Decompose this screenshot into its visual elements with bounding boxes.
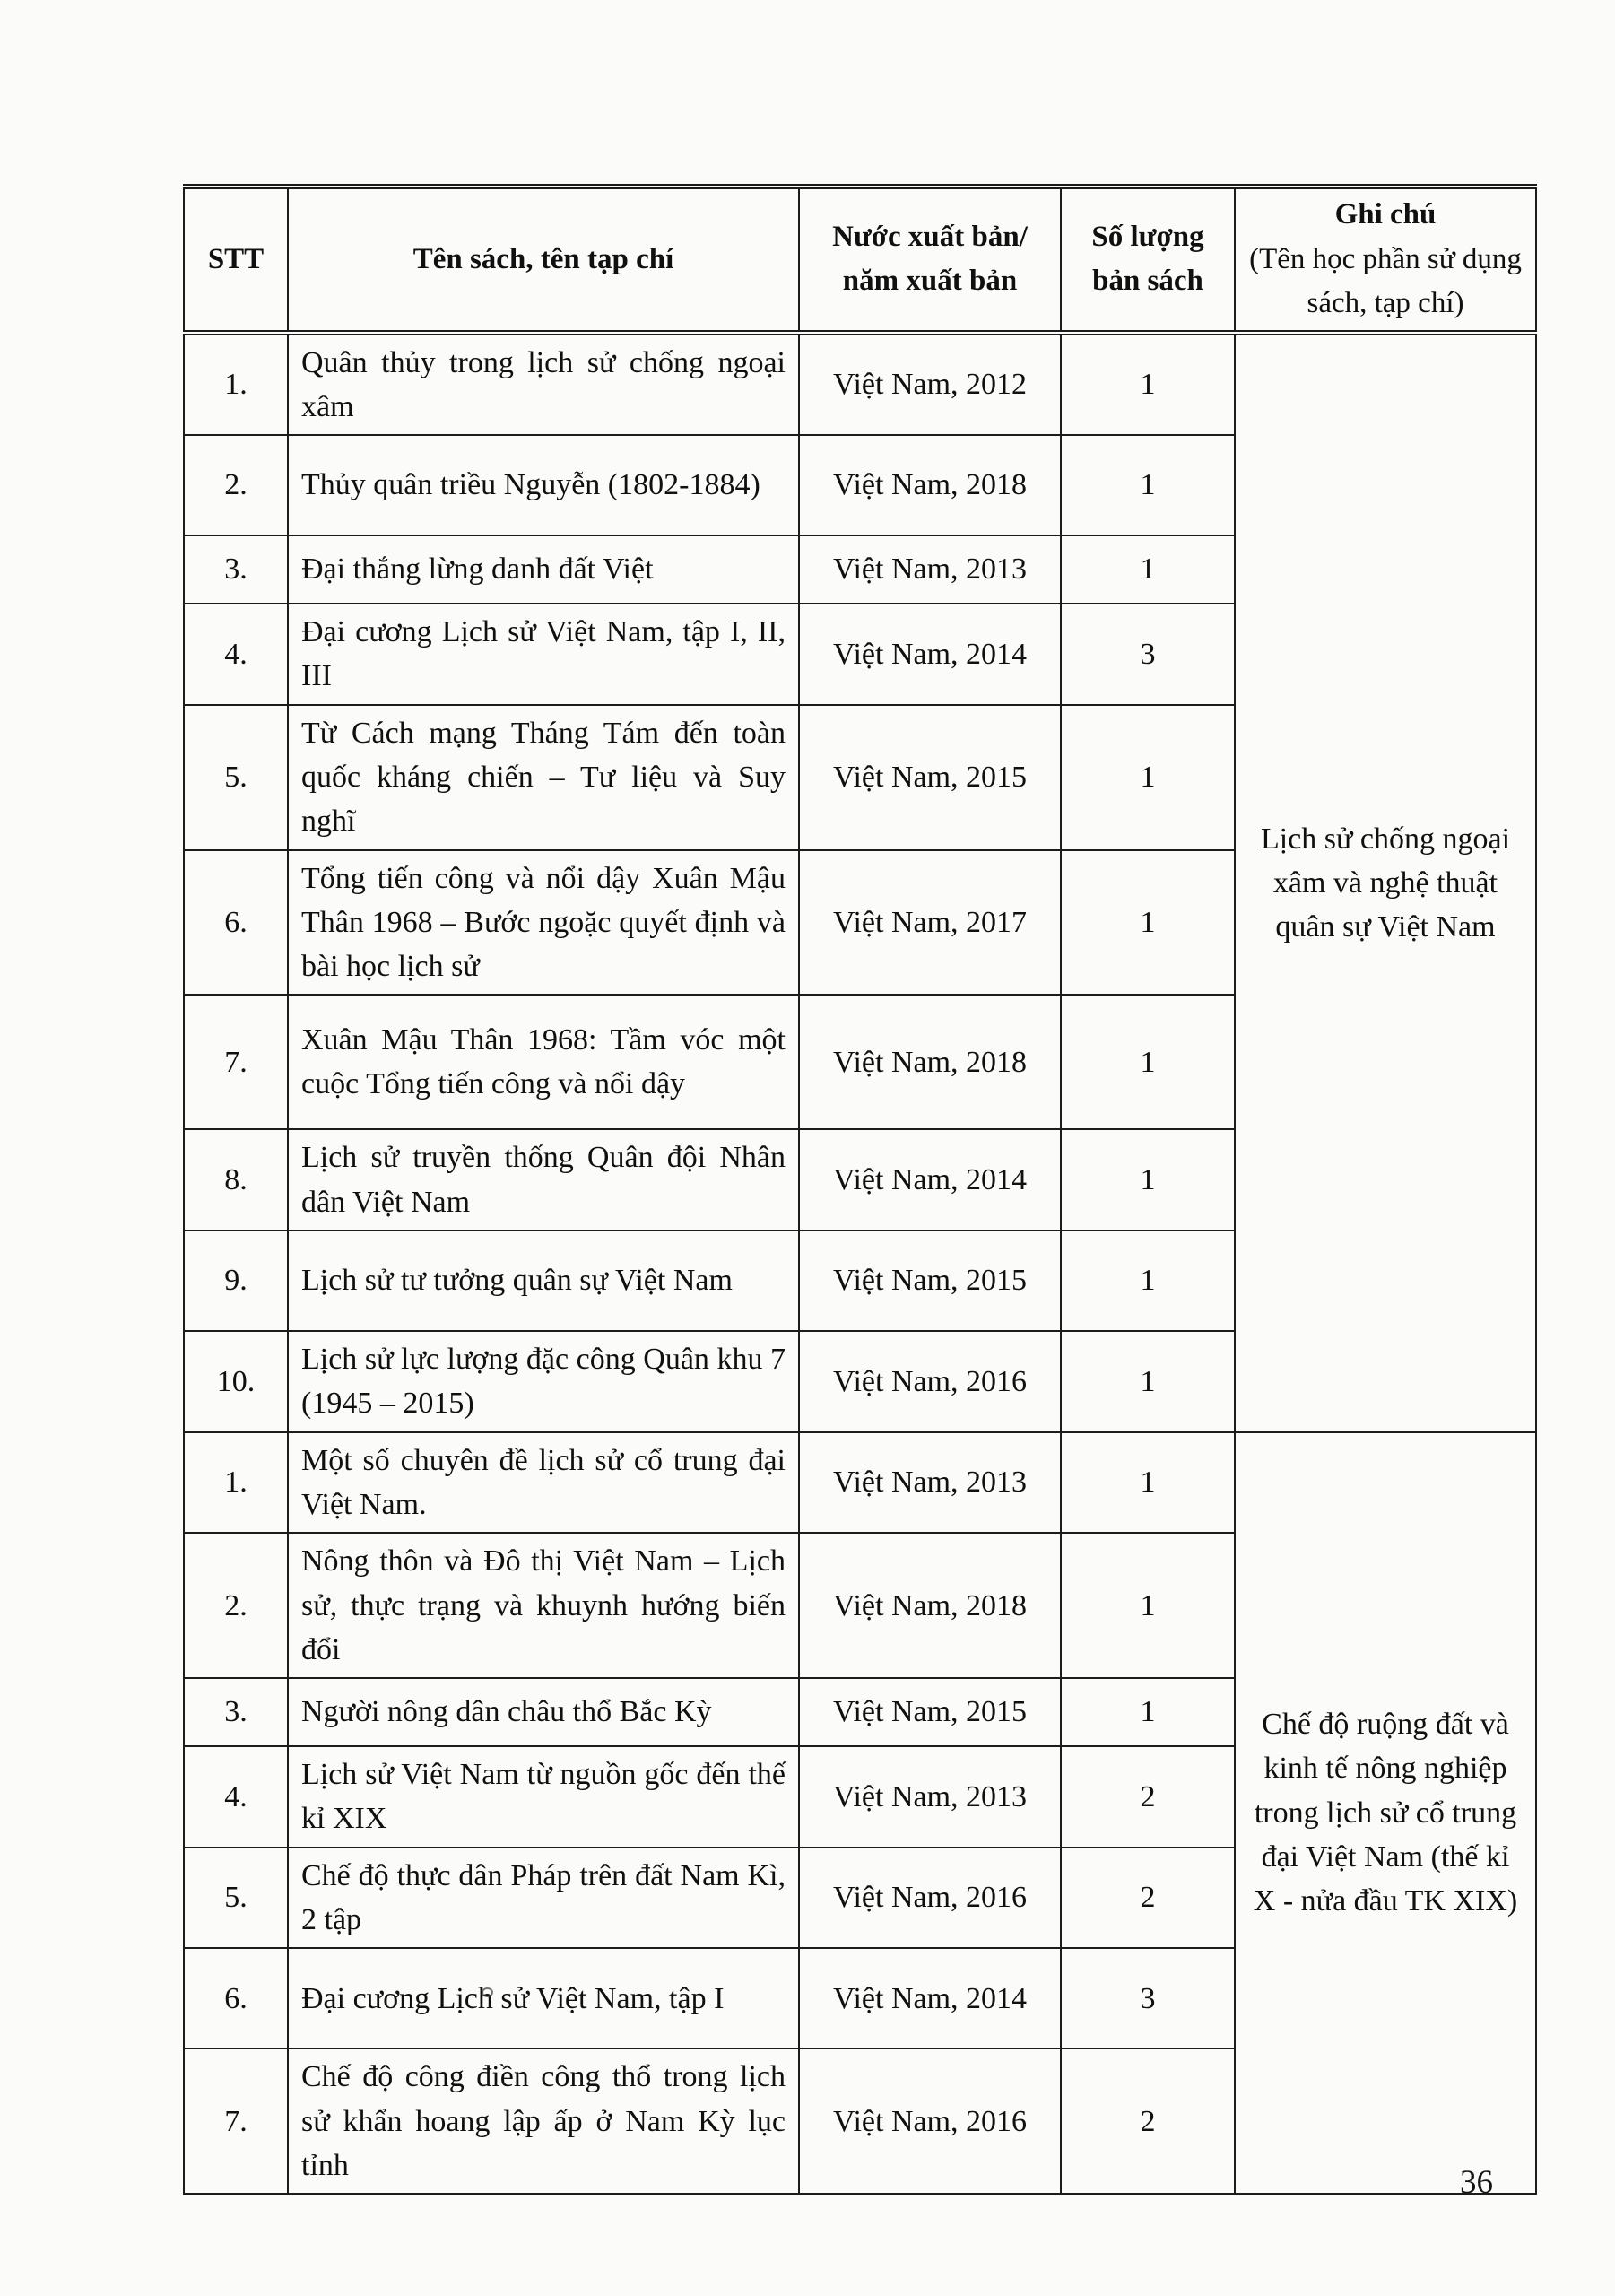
stt-cell: 6.: [184, 850, 288, 996]
quantity-cell: 1: [1061, 1533, 1235, 1678]
header-stt: STT: [184, 187, 288, 333]
note-cell-group-1: Lịch sử chống ngoại xâm và nghệ thuật quân sự Việt Nam: [1235, 333, 1536, 1432]
publisher-cell: Việt Nam, 2015: [799, 1678, 1061, 1746]
stt-cell: 6.: [184, 1948, 288, 2048]
publisher-cell: Việt Nam, 2017: [799, 850, 1061, 996]
publisher-cell: Việt Nam, 2016: [799, 2048, 1061, 2194]
title-cell: Đại cương Lịch sử Việt Nam, tập I, II, III: [288, 604, 799, 705]
publisher-cell: Việt Nam, 2018: [799, 995, 1061, 1129]
stt-cell: 2.: [184, 435, 288, 535]
stt-cell: 1.: [184, 333, 288, 436]
title-cell: Thủy quân triều Nguyễn (1802-1884): [288, 435, 799, 535]
quantity-cell: 1: [1061, 850, 1235, 996]
publisher-cell: Việt Nam, 2014: [799, 1948, 1061, 2048]
stt-cell: 10.: [184, 1331, 288, 1432]
header-title: Tên sách, tên tạp chí: [288, 187, 799, 333]
publisher-cell: Việt Nam, 2015: [799, 705, 1061, 850]
stt-cell: 4.: [184, 1746, 288, 1848]
quantity-cell: 1: [1061, 1231, 1235, 1331]
stt-cell: 1.: [184, 1432, 288, 1534]
title-cell: Một số chuyên đề lịch sử cổ trung đại Việt Nam.: [288, 1432, 799, 1534]
quantity-cell: 1: [1061, 995, 1235, 1129]
title-cell: Tổng tiến công và nổi dậy Xuân Mậu Thân 1968 – Bước ngoặc quyết định và bài học lịch sử: [288, 850, 799, 996]
page-number: 36: [1460, 2164, 1493, 2201]
quantity-cell: 1: [1061, 1678, 1235, 1746]
quantity-cell: 2: [1061, 2048, 1235, 2194]
publisher-cell: Việt Nam, 2018: [799, 435, 1061, 535]
title-cell: Chế độ công điền công thổ trong lịch sử khẩn hoang lập ấp ở Nam Kỳ lục tỉnh: [288, 2048, 799, 2194]
publisher-cell: Việt Nam, 2013: [799, 1746, 1061, 1848]
stt-cell: 4.: [184, 604, 288, 705]
quantity-cell: 2: [1061, 1848, 1235, 1949]
title-cell: Người nông dân châu thổ Bắc Kỳ: [288, 1678, 799, 1746]
title-cell: Xuân Mậu Thân 1968: Tầm vóc một cuộc Tổng tiến công và nổi dậy: [288, 995, 799, 1129]
title-cell: Lịch sử truyền thống Quân đội Nhân dân Việt Nam: [288, 1129, 799, 1231]
publisher-cell: Việt Nam, 2016: [799, 1331, 1061, 1432]
title-cell: Quân thủy trong lịch sử chống ngoại xâm: [288, 333, 799, 436]
quantity-cell: 1: [1061, 1432, 1235, 1534]
scan-speck-artifact: [482, 1987, 493, 1997]
quantity-cell: 1: [1061, 705, 1235, 850]
stt-cell: 3.: [184, 1678, 288, 1746]
title-cell: Từ Cách mạng Tháng Tám đến toàn quốc kháng chiến – Tư liệu và Suy nghĩ: [288, 705, 799, 850]
stt-cell: 7.: [184, 995, 288, 1129]
publisher-cell: Việt Nam, 2013: [799, 535, 1061, 604]
title-cell: Nông thôn và Đô thị Việt Nam – Lịch sử, thực trạng và khuynh hướng biến đổi: [288, 1533, 799, 1678]
publisher-cell: Việt Nam, 2012: [799, 333, 1061, 436]
publisher-cell: Việt Nam, 2015: [799, 1231, 1061, 1331]
note-cell-group-2: Chế độ ruộng đất và kinh tế nông nghiệp trong lịch sử cổ trung đại Việt Nam (thế kỉ X - nửa đầu TK XIX): [1235, 1432, 1536, 2195]
publisher-cell: Việt Nam, 2014: [799, 1129, 1061, 1231]
quantity-cell: 1: [1061, 535, 1235, 604]
stt-cell: 2.: [184, 1533, 288, 1678]
title-cell: Lịch sử lực lượng đặc công Quân khu 7 (1945 – 2015): [288, 1331, 799, 1432]
publisher-cell: Việt Nam, 2016: [799, 1848, 1061, 1949]
publisher-cell: Việt Nam, 2014: [799, 604, 1061, 705]
table-row: [184, 1432, 1536, 1534]
table-row: [184, 333, 1536, 436]
header-quantity: Số lượng bản sách: [1061, 187, 1235, 333]
title-cell: Đại thắng lừng danh đất Việt: [288, 535, 799, 604]
stt-cell: 8.: [184, 1129, 288, 1231]
stt-cell: 3.: [184, 535, 288, 604]
header-publisher: Nước xuất bản/ năm xuất bản: [799, 187, 1061, 333]
quantity-cell: 1: [1061, 1129, 1235, 1231]
quantity-cell: 1: [1061, 435, 1235, 535]
quantity-cell: 3: [1061, 604, 1235, 705]
header-note-title: Ghi chú: [1334, 198, 1437, 230]
title-cell: Lịch sử Việt Nam từ nguồn gốc đến thế kỉ XIX: [288, 1746, 799, 1848]
quantity-cell: 3: [1061, 1948, 1235, 2048]
stt-cell: 9.: [184, 1231, 288, 1331]
library-books-table: [183, 184, 1537, 2195]
header-note-subtitle: (Tên học phần sử dụng sách, tạp chí): [1249, 242, 1522, 319]
table-header-row: [184, 187, 1536, 333]
stt-cell: 7.: [184, 2048, 288, 2194]
header-note: [1235, 187, 1536, 333]
publisher-cell: Việt Nam, 2013: [799, 1432, 1061, 1534]
quantity-cell: 1: [1061, 1331, 1235, 1432]
title-cell: Đại cương Lịch sử Việt Nam, tập I: [288, 1948, 799, 2048]
title-cell: Lịch sử tư tưởng quân sự Việt Nam: [288, 1231, 799, 1331]
quantity-cell: 2: [1061, 1746, 1235, 1848]
title-cell: Chế độ thực dân Pháp trên đất Nam Kì, 2 tập: [288, 1848, 799, 1949]
stt-cell: 5.: [184, 1848, 288, 1949]
quantity-cell: 1: [1061, 333, 1235, 436]
stt-cell: 5.: [184, 705, 288, 850]
publisher-cell: Việt Nam, 2018: [799, 1533, 1061, 1678]
